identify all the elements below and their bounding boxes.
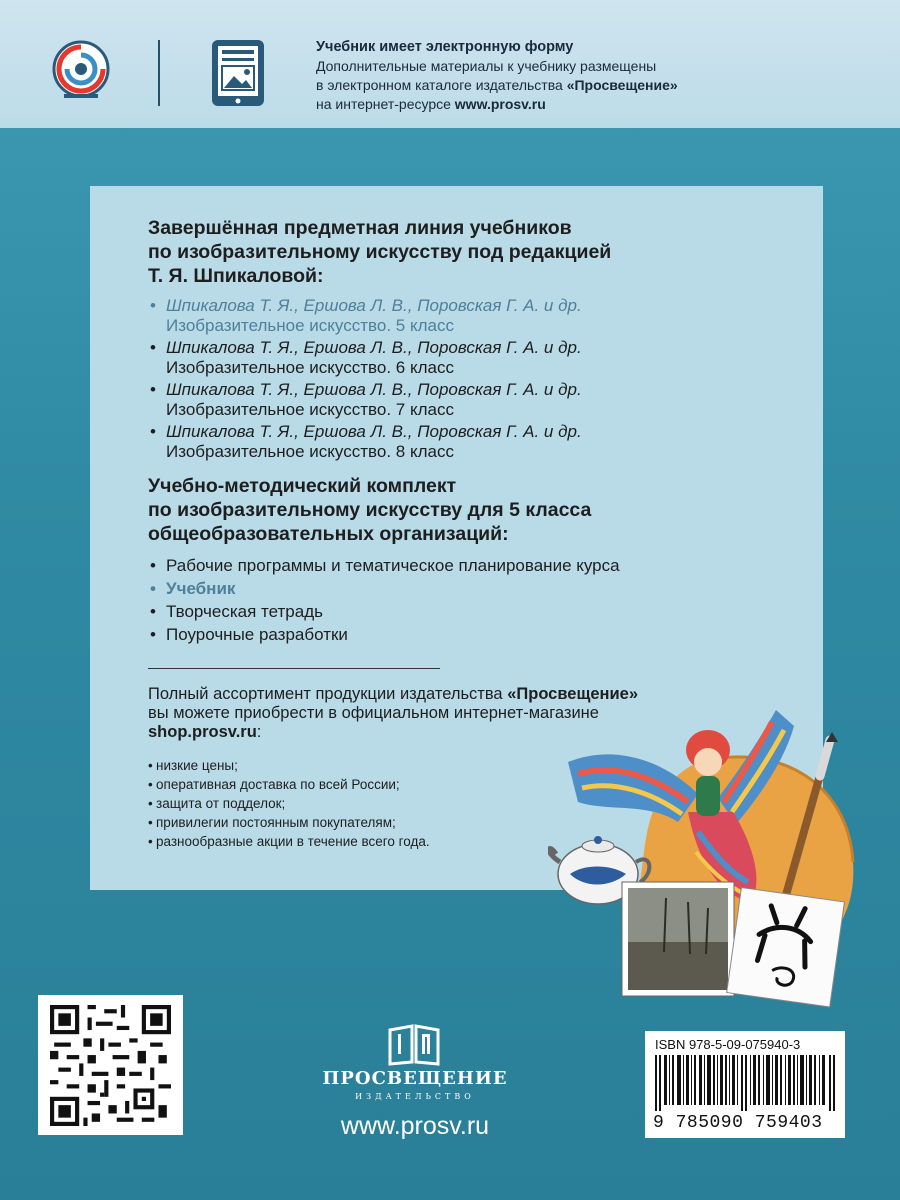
- electronic-form-line: [316, 95, 876, 114]
- book-list: [148, 296, 788, 462]
- umk-item-workbook: • Творческая тетрадь: [148, 600, 788, 623]
- book-item-grade-6: • Шпикалова Т. Я., Ершова Л. В., Поровская Г. А. и др. Изобразительное искусство. 6 класс: [148, 338, 788, 378]
- publisher-site-link[interactable]: www.prosv.ru: [340, 1112, 490, 1140]
- prosveshchenie-circle-logo-icon: [48, 38, 114, 104]
- shop-text: Полный ассортимент продукции издательства: [148, 685, 508, 703]
- brand-name: «Просвещение»: [566, 77, 678, 93]
- tablet-ebook-icon: [210, 38, 266, 108]
- benefit-item: • защита от подделок;: [148, 794, 788, 813]
- publisher-name: ПРОСВЕЩЕНИЕ: [322, 1068, 508, 1089]
- art-collage-illustration: [548, 702, 868, 1014]
- electronic-form-title: Учебник имеет электронную форму: [316, 39, 574, 55]
- book-item-grade-7: • Шпикалова Т. Я., Ершова Л. В., Поровская Г. А. и др. Изобразительное искусство. 7 класс: [148, 380, 788, 420]
- divider-line: [148, 668, 440, 669]
- resource-text: на интернет-ресурсе: [316, 96, 455, 112]
- isbn-digits: 9 785090 759403: [653, 1113, 823, 1133]
- resource-url[interactable]: www.prosv.ru: [454, 96, 546, 112]
- isbn-barcode-block: [645, 1031, 845, 1138]
- qr-code-icon: [50, 1005, 171, 1126]
- banner-divider: [158, 40, 160, 106]
- electronic-form-line: Дополнительные материалы к учебнику размещены: [316, 58, 657, 74]
- umk-item-textbook: • Учебник: [148, 577, 788, 600]
- shop-url[interactable]: shop.prosv.ru: [148, 723, 257, 741]
- barcode-icon: [655, 1055, 835, 1111]
- umk-heading: Учебно-методический комплект по изобразительному искусству для 5 класса общеобразовательных организаций:: [148, 475, 592, 545]
- benefit-item: • разнообразные акции в течение всего года.: [148, 832, 788, 851]
- umk-list: [148, 554, 788, 646]
- umk-item-programs: • Рабочие программы и тематическое планирование курса: [148, 554, 788, 577]
- brand-name: «Просвещение»: [507, 685, 639, 703]
- prosveshchenie-book-logo-icon: [386, 1020, 442, 1066]
- electronic-form-text: [316, 38, 876, 114]
- landscape-painting: [622, 882, 734, 996]
- shop-text: вы можете приобрести в официальном интернет-магазине: [148, 704, 599, 722]
- electronic-form-banner: [0, 0, 900, 128]
- book-item-grade-8: • Шпикалова Т. Я., Ершова Л. В., Поровская Г. А. и др. Изобразительное искусство. 8 класс: [148, 422, 788, 462]
- benefit-item: • оперативная доставка по всей России;: [148, 775, 788, 794]
- petroglyph-drawing: [727, 888, 845, 1007]
- series-heading: Завершённая предметная линия учебников по изобразительному искусству под редакцией Т. Я. Шпикаловой:: [148, 217, 612, 287]
- shop-info: Полный ассортимент продукции издательства «Просвещение» вы можете приобрести в официальном интернет-магазине shop.prosv.ru:: [148, 685, 708, 742]
- electronic-form-line: [316, 76, 876, 95]
- benefit-item: • низкие цены;: [148, 756, 788, 775]
- publisher-subtitle: ИЗДАТЕЛЬСТВО: [355, 1092, 475, 1101]
- benefit-item: • привилегии постоянным покупателям;: [148, 813, 788, 832]
- book-item-grade-5: • Шпикалова Т. Я., Ершова Л. В., Поровская Г. А. и др. Изобразительное искусство. 5 класс: [148, 296, 788, 336]
- umk-item-lesson-plans: • Поурочные разработки: [148, 623, 788, 646]
- isbn-label: ISBN 978-5-09-075940-3: [655, 1037, 801, 1052]
- catalog-text: в электронном каталоге издательства: [316, 77, 567, 93]
- qr-code[interactable]: [38, 995, 183, 1135]
